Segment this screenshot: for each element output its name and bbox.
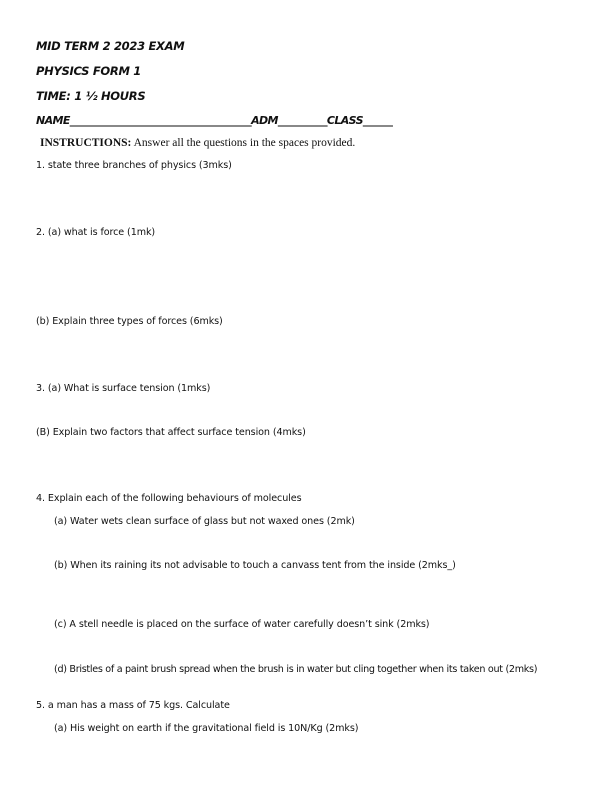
- exam-title: MID TERM 2 2023 EXAM: [36, 39, 185, 53]
- instructions: [40, 137, 355, 149]
- time-heading: TIME: 1 ½ HOURS: [36, 89, 146, 103]
- question-1: 1. state three branches of physics (3mks): [36, 160, 232, 171]
- question-2a: 2. (a) what is force (1mk): [36, 227, 156, 238]
- question-3a: 3. (a) What is surface tension (1mks): [36, 383, 211, 394]
- question-4a: (a) Water wets clean surface of glass but not waxed ones (2mk): [54, 516, 355, 527]
- question-4: 4. Explain each of the following behaviours of molecules: [36, 493, 302, 504]
- question-4b: (b) When its raining its not advisable to touch a canvass tent from the inside (2mks_): [54, 560, 456, 571]
- question-3b: (B) Explain two factors that affect surface tension (4mks): [36, 427, 306, 438]
- instructions-text: Answer all the questions in the spaces provided.: [131, 137, 356, 149]
- question-5a: (a) His weight on earth if the gravitational field is 10N/Kg (2mks): [54, 723, 359, 734]
- question-4d: (d) Bristles of a paint brush spread when the brush is in water but cling together when its taken out (2mks): [54, 664, 538, 675]
- subject-heading: PHYSICS FORM 1: [36, 64, 141, 78]
- question-5: 5. a man has a mass of 75 kgs. Calculate: [36, 700, 230, 711]
- instructions-label: INSTRUCTIONS:: [40, 137, 132, 149]
- question-4c: (c) A stell needle is placed on the surface of water carefully doesn’t sink (2mks): [54, 619, 430, 630]
- question-2b: (b) Explain three types of forces (6mks): [36, 316, 223, 327]
- name-adm-class-line: NAME_____________________________________ADM__________CLASS______: [36, 114, 393, 127]
